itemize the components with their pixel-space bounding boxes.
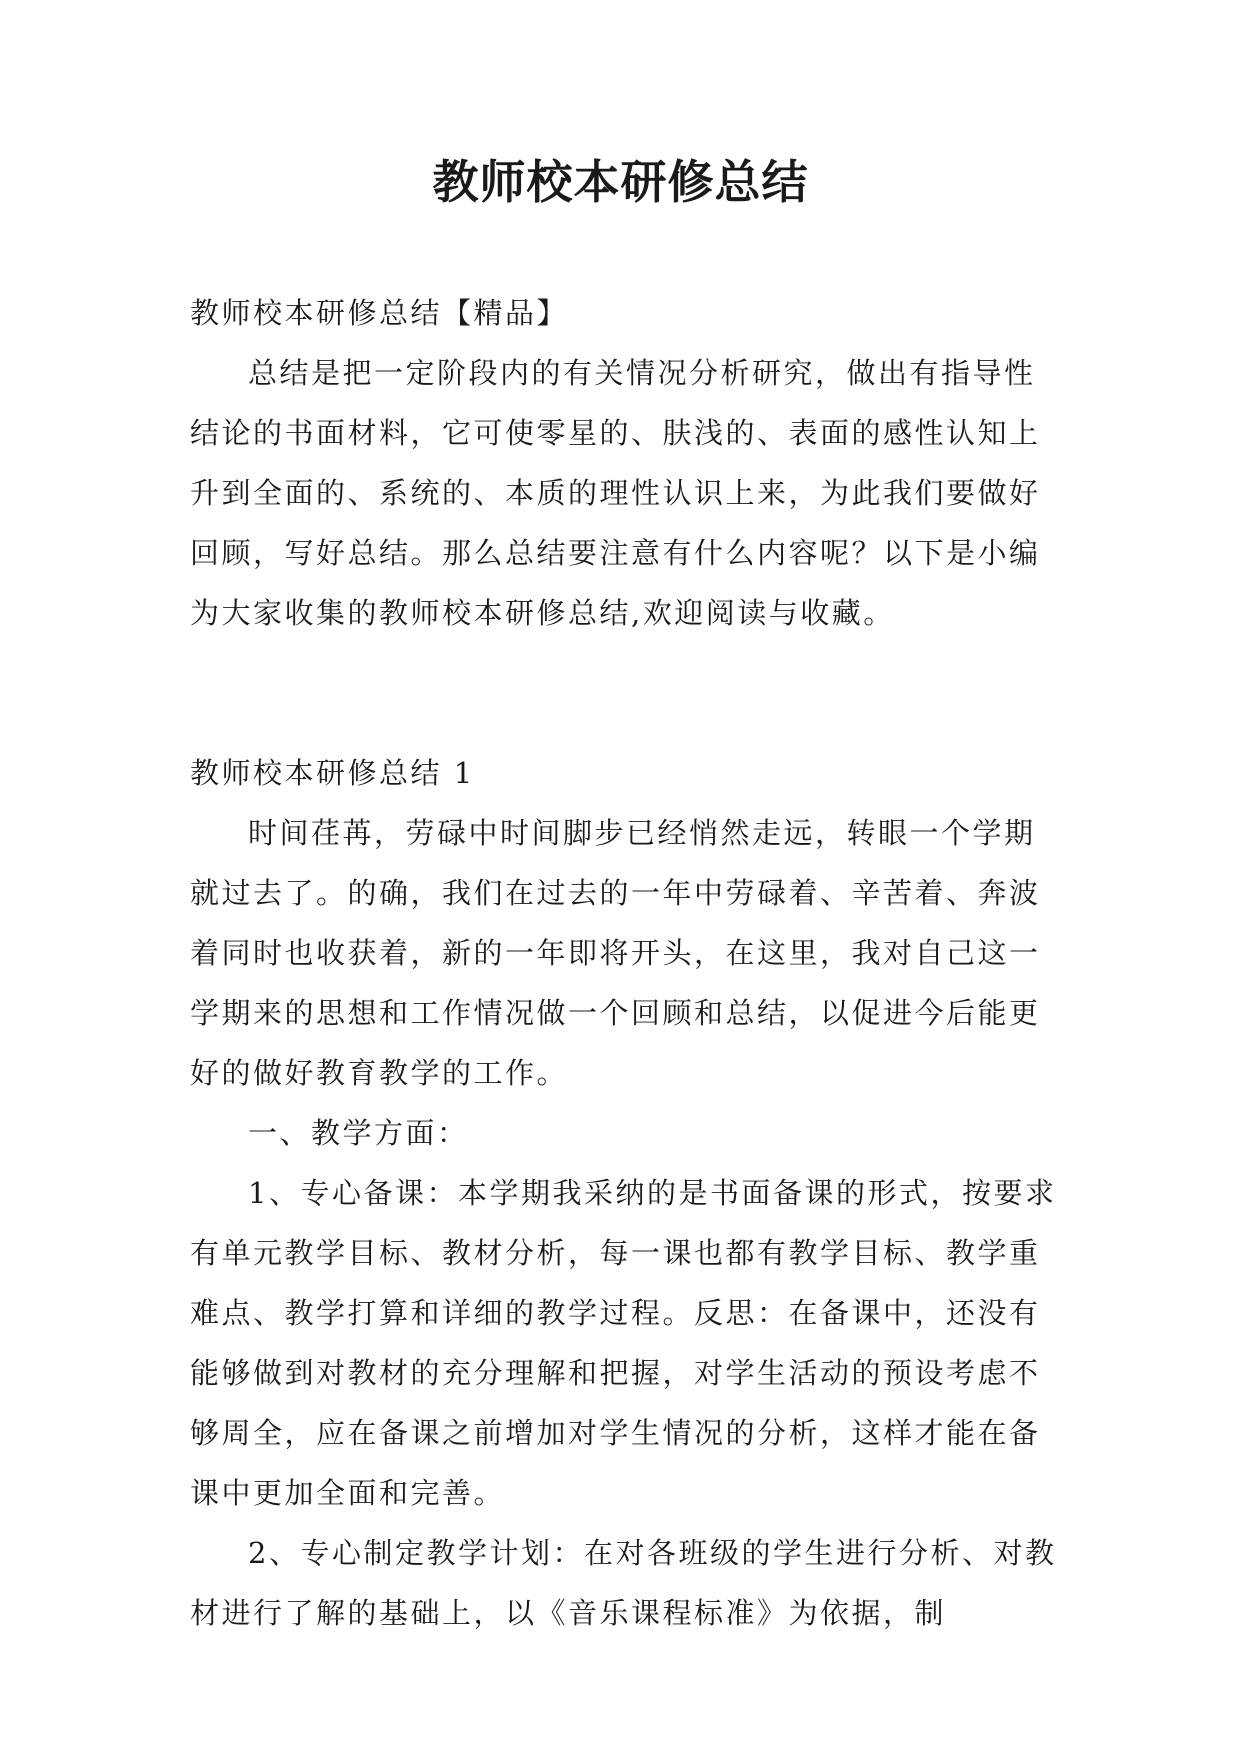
document-title: 教师校本研修总结 — [432, 155, 809, 209]
item-1-paragraph: 1、专心备课：本学期我采纳的是书面备课的形式，按要求有单元教学目标、教材分析，每一课也都有教学目标、教学重难点、教学打算和详细的教学过程。反思：在备课中，还没有能够做到对教材的充分理解和把握，对学生活动的预设考虑不够周全，应在备课之前增加对学生情况的分析，这样才能在备课中更加全面和完善。 — [190, 1176, 1057, 1510]
section1-paragraph: 时间荏苒，劳碌中时间脚步已经悄然走远，转眼一个学期就过去了。的确，我们在过去的一年中劳碌着、辛苦着、奔波着同时也收获着，新的一年即将开头，在这里，我对自己这一学期来的思想和工作情况做一个回顾和总结，以促进今后能更好的做好教育教学的工作。 — [190, 816, 1041, 1090]
intro-paragraph: 总结是把一定阶段内的有关情况分析研究，做出有指导性结论的书面材料，它可使零星的、肤浅的、表面的感性认知上升到全面的、系统的、本质的理性认识上来，为此我们要做好回顾，写好总结。那么总结要注意有什么内容呢？以下是小编为大家收集的教师校本研修总结,欢迎阅读与收藏。 — [190, 356, 1041, 630]
teaching-subheading: 一、教学方面： — [248, 1116, 469, 1150]
document-body — [190, 283, 1060, 1643]
intro-heading: 教师校本研修总结【精品】 — [190, 296, 569, 330]
section-spacer — [190, 643, 1060, 743]
section1-heading: 教师校本研修总结 1 — [190, 756, 475, 790]
item-2-paragraph: 2、专心制定教学计划：在对各班级的学生进行分析、对教材进行了解的基础上，以《音乐课程标准》为依据，制 — [190, 1536, 1057, 1630]
